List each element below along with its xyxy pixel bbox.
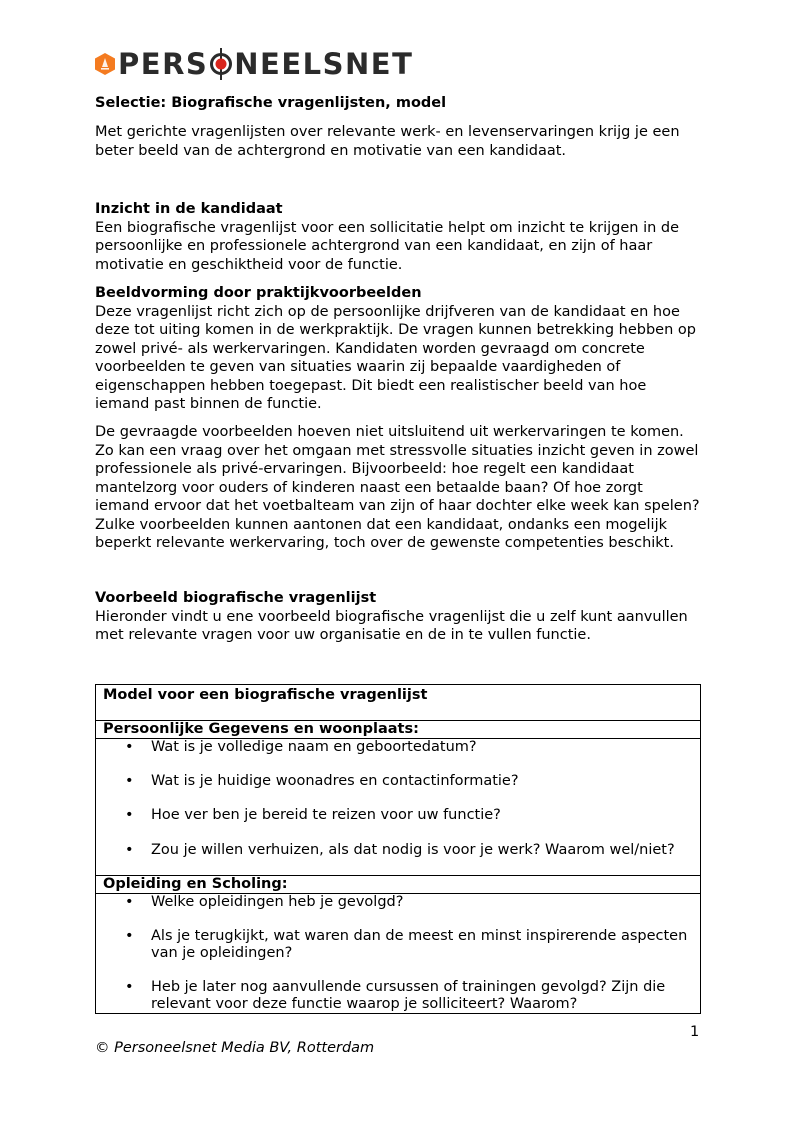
logo-text-part2: NEELSNET <box>234 47 414 81</box>
questionnaire-table <box>95 684 701 1014</box>
question-item: • Hoe ver ben je bereid te reizen voor uw functie? <box>103 807 693 842</box>
brand-hexagon-icon <box>95 53 115 75</box>
section-voorbeeld <box>95 589 700 645</box>
section-inzicht <box>95 200 700 274</box>
section-paragraph: Hieronder vindt u ene voorbeeld biografische vragenlijst die u zelf kunt aanvullen met relevante vragen voor uw organisatie en de in te vullen functie. <box>95 608 688 643</box>
question-item: • Zou je willen verhuizen, als dat nodig is voor je werk? Waarom wel/niet? <box>103 842 693 875</box>
section-heading: Voorbeeld biografische vragenlijst <box>95 590 377 606</box>
table-group-questions <box>96 739 700 876</box>
question-item: • Welke opleidingen heb je gevolgd? <box>103 894 693 928</box>
table-title: Model voor een biografische vragenlijst <box>103 687 428 703</box>
page-number: 1 <box>690 1024 700 1040</box>
question-item: • Als je terugkijkt, wat waren dan de meest en minst inspirerende aspecten van je opleidingen? <box>103 928 693 979</box>
section-heading: Beeldvorming door praktijkvoorbeelden <box>95 285 422 301</box>
section-heading: Inzicht in de kandidaat <box>95 201 283 217</box>
personeelsnet-logo <box>95 48 413 80</box>
table-group-heading-row <box>96 876 700 894</box>
section-paragraph: Een biografische vragenlijst voor een sollicitatie helpt om inzicht te krijgen in de persoonlijke en professionele achtergrond van een kandidaat, en zijn of haar motivatie en geschiktheid voor de functie. <box>95 219 680 273</box>
document-title: Selectie: Biografische vragenlijsten, model <box>95 95 447 111</box>
copyright-footer: © Personeelsnet Media BV, Rotterdam <box>95 1040 375 1056</box>
table-group-heading-row <box>96 721 700 739</box>
question-list <box>103 739 693 875</box>
question-item: • Wat is je volledige naam en geboortedatum? <box>103 739 693 773</box>
question-list <box>103 894 693 1013</box>
logo-text-part1: PERS <box>118 47 209 81</box>
section-beeldvorming-paragraph-2: De gevraagde voorbeelden hoeven niet uitsluitend uit werkervaringen te komen. Zo kan een vraag over het omgaan met stressvolle situaties inzicht geven in zowel professionele als privé-ervaringen. Bijvoorbeeld: hoe regelt een kandidaat mantelzorg voor ouders of kinderen naast een betaalde baan? Of hoe zorgt iemand ervoor dat het voetbalteam van zijn of haar dochter elke week kan spelen? Zulke voorbeelden kunnen aantonen dat een kandidaat, ondanks een mogelijk beperkt relevante werkervaring, toch over de gewenste competenties beschikt. <box>95 424 700 551</box>
group-heading: Opleiding en Scholing: <box>103 876 288 892</box>
group-heading: Persoonlijke Gegevens en woonplaats: <box>103 721 419 737</box>
question-item: • Heb je later nog aanvullende cursussen of trainingen gevolgd? Zijn die relevant voor deze functie waarop je solliciteert? Waarom? <box>103 979 693 1013</box>
logo-o-pin-icon <box>209 48 233 80</box>
table-group-questions <box>96 894 700 1013</box>
section-beeldvorming <box>95 284 700 414</box>
table-title-row <box>96 685 700 721</box>
question-item: • Wat is je huidige woonadres en contactinformatie? <box>103 773 693 807</box>
logo-wordmark <box>118 47 413 81</box>
intro-paragraph: Met gerichte vragenlijsten over relevante werk- en levenservaringen krijg je een beter beeld van de achtergrond en motivatie van een kandidaat. <box>95 124 680 159</box>
section-paragraph: Deze vragenlijst richt zich op de persoonlijke drijfveren van de kandidaat en hoe deze tot uiting komen in de werkpraktijk. De vragen kunnen betrekking hebben op zowel privé- als werkervaringen. Kandidaten worden gevraagd om concrete voorbeelden te geven van situaties waarin zij bepaalde vaardigheden of eigenschappen hebben toegepast. Dit biedt een realistischer beeld van hoe iemand past binnen de functie. <box>95 303 696 412</box>
